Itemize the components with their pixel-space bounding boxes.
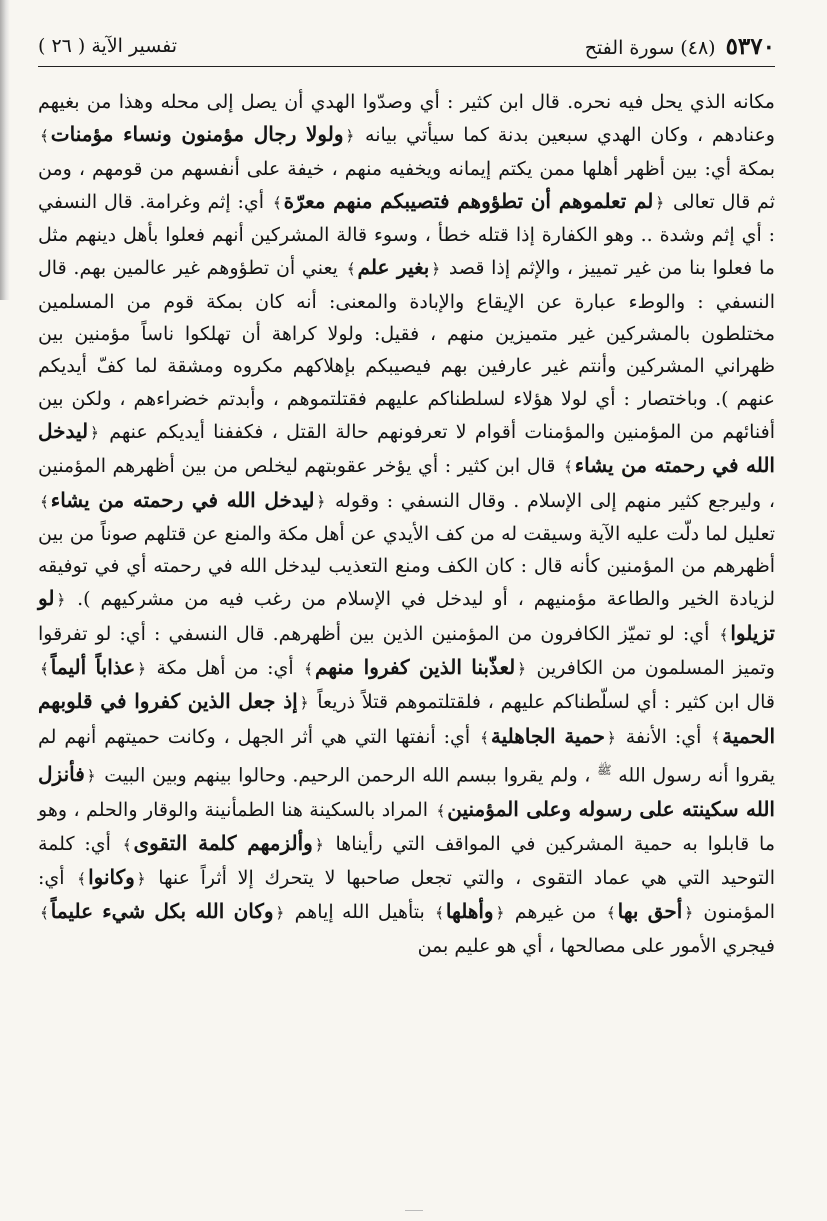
ornate-bracket-close: ﴾ xyxy=(272,193,282,212)
quran-text: ليدخل الله في رحمته من يشاء xyxy=(38,418,775,478)
ornate-bracket-open: ﴿ xyxy=(345,127,355,146)
quran-quote xyxy=(38,122,356,146)
header-rule xyxy=(38,66,775,67)
ornate-bracket-close: ﴾ xyxy=(436,801,446,820)
page-body xyxy=(38,86,775,962)
body-text: تعليل لما دلّت عليه الآية وسيقت له من كف الأيدي عن أهل مكة والمنع عن قتلهم صوناً من بين أظهرهم من المؤمنين كأنه قال : كان الكف ومنع التعذيب ليدخل الله في رحمته أي في توفيقه لزيادة الخير والطاعة مؤمنيهم ، أو ليدخل في الإسلام من رغب فيه من مشركيهم ). xyxy=(38,522,775,611)
ornate-bracket-close: ﴾ xyxy=(719,625,729,644)
ornate-bracket-close: ﴾ xyxy=(480,728,489,747)
ornate-bracket-close: ﴾ xyxy=(563,458,573,477)
quran-quote xyxy=(302,655,528,679)
quran-text: حمية الجاهلية xyxy=(490,723,606,748)
quran-quote xyxy=(478,724,618,748)
quran-text: وكان الله بكل شيء عليماً xyxy=(50,899,274,924)
body-paragraph xyxy=(38,86,775,962)
quran-text: فأنزل الله سكينته على رسوله وعلى المؤمنين xyxy=(38,762,775,821)
quran-text: وأهلها xyxy=(445,899,494,924)
ornate-bracket-open: ﴿ xyxy=(517,660,527,679)
ornate-bracket-close: ﴾ xyxy=(77,870,87,889)
body-text: بمكة أي: بين أظهر أهلها ممن يكتم إيمانه ويخفيه منهم ، خيفة على أنفسهم من قومهم ، ومن ثم قال تعالى xyxy=(38,157,775,213)
ornate-bracket-open: ﴿ xyxy=(86,767,96,786)
ornate-bracket-open: ﴿ xyxy=(90,423,99,442)
ornate-bracket-open: ﴿ xyxy=(137,660,146,679)
ornate-bracket-open: ﴿ xyxy=(684,904,694,923)
body-text: أي: الأنفة xyxy=(617,725,702,748)
quran-quote xyxy=(605,899,695,923)
ornate-bracket-close: ﴾ xyxy=(711,728,721,747)
body-text: قال ابن كثير : أي يؤخر عقوبتهم ليخلص من بين أظهرهم المؤمنين ، وليرجع كثير منهم إلى الإسلام . وقال النسفي : وقوله xyxy=(38,455,775,512)
ornate-bracket-close: ﴾ xyxy=(346,260,356,279)
ornate-bracket-close: ﴾ xyxy=(606,904,616,923)
quran-text: بغير علم xyxy=(357,255,430,280)
ornate-bracket-open: ﴿ xyxy=(136,870,146,889)
body-text: أي: المؤمنون xyxy=(38,867,775,924)
ornate-bracket-open: ﴿ xyxy=(316,492,326,511)
body-text: أي: لو تميّز الكافرون من المؤمنين الذين بين أظهرهم. قال النسفي : أي: لو تفرقوا وتميز المسلمون من الكافرين xyxy=(38,622,775,680)
body-text: بتأهيل الله إياهم xyxy=(286,901,425,924)
body-text: أي: من أهل مكة xyxy=(148,657,294,680)
body-text: ، ولم يقروا ببسم الله الرحمن الرحيم. وحالوا بينهم وبين البيت xyxy=(97,764,591,787)
quran-quote xyxy=(433,899,506,923)
quran-text: وألزمهم كلمة التقوى xyxy=(133,830,313,855)
quran-text: وكانوا xyxy=(88,865,135,890)
quran-quote xyxy=(345,255,442,279)
ornate-bracket-open: ﴿ xyxy=(299,694,309,713)
body-text: قال ابن كثير : أي لسلّطناكم عليهم ، فلقتلتموهم قتلاً ذريعاً xyxy=(310,691,775,714)
page-header xyxy=(38,26,775,66)
quran-quote xyxy=(121,831,326,855)
ornate-bracket-close: ﴾ xyxy=(40,904,49,923)
ornate-bracket-close: ﴾ xyxy=(40,127,49,146)
quran-quote xyxy=(38,655,148,679)
page-number: ٥٣٧٠ xyxy=(725,32,775,60)
quran-text: ولولا رجال مؤمنون ونساء مؤمنات xyxy=(50,122,344,147)
quran-text: لعذّبنا الذين كفروا منهم xyxy=(314,655,516,680)
chapter-title: (٤٨) سورة الفتح xyxy=(584,36,716,59)
ornate-bracket-close: ﴾ xyxy=(40,660,49,679)
header-right xyxy=(585,33,775,60)
ornate-bracket-open: ﴿ xyxy=(607,728,616,747)
body-text: أي: إثم وغرامة. قال النسفي : أي إثم وشدة .. وهو الكفارة إذا قتله خطأ ، وسوء قالة المشركين أنهم فعلوا بأهل دينهم مثل ما فعلوا بنا من غير تمييز ، والإثم إذا قصد xyxy=(38,190,775,280)
page-bottom-mark xyxy=(405,1210,423,1217)
quran-text: لم تعلموهم أن تطؤوهم فتصيبكم منهم معرّة xyxy=(283,188,654,213)
quran-text: أحق بها xyxy=(617,899,683,924)
ornate-bracket-open: ﴿ xyxy=(56,591,66,610)
ornate-bracket-close: ﴾ xyxy=(435,904,444,923)
ornate-bracket-open: ﴿ xyxy=(314,835,324,854)
quran-quote xyxy=(38,899,286,923)
ornate-bracket-close: ﴾ xyxy=(122,835,132,854)
ornate-bracket-close: ﴾ xyxy=(304,660,313,679)
body-text: المراد بالسكينة هنا الطمأنينة والوقار والحلم ، وهو ما قابلوا به حمية المشركين في المواقف التي رأيناها xyxy=(38,798,775,855)
quran-text: ليدخل الله في رحمته من يشاء xyxy=(50,487,315,512)
ornate-bracket-open: ﴿ xyxy=(655,193,665,212)
ornate-bracket-close: ﴾ xyxy=(40,492,49,511)
quran-quote xyxy=(75,865,147,889)
ornate-bracket-open: ﴿ xyxy=(431,260,441,279)
quran-text: إذ جعل الذين كفروا في قلوبهم الحمية xyxy=(38,689,776,748)
body-text: مكانه الذي يحل فيه نحره. قال ابن كثير : أي وصدّوا الهدي أن يصل إلى محله وهذا من بغيهم وعنادهم ، وكان الهدي سبعين بدنة كما سيأتي بيانه xyxy=(38,91,775,147)
body-text: فيجري الأمور على مصالحها ، أي هو عليم بمن xyxy=(417,934,775,957)
quran-quote xyxy=(271,189,666,213)
body-text: أي: أنفتها التي هي أثر الجهل ، وكانت حميتهم أنهم لم يقروا أنه رسول الله xyxy=(38,725,775,787)
ornate-bracket-open: ﴿ xyxy=(275,904,285,923)
quran-quote xyxy=(38,488,327,512)
ornate-bracket-open: ﴿ xyxy=(495,904,505,923)
page-binding-edge xyxy=(0,0,10,300)
pbuh-glyph: ﷺ xyxy=(597,762,612,777)
quran-text: عذاباً أليماً xyxy=(50,655,136,680)
body-text: يعني أن تطؤوهم غير عالمين بهم. قال النسفي : والوطء عبارة عن الإيقاع والإبادة والمعنى: أنه كان بمكة قوم من المسلمين مختلطون بالمشركين غير متميزين منهم ، فقيل: ولولا كراهة أن تهلكوا ناساً مؤمنين بين ظهراني المشركين وأنتم غير عارفين بهم فيصيبكم بإهلاكهم مكروه ومشقة لما كفّ أيديكم عنهم ). وباختصار : أي لولا هؤلاء لسلطناكم عليهم فقتلتموهم ، وأبدتم خضراءهم ، ولكن بين أفنائهم من المؤمنين والمؤمنات أقوام لا تعرفونهم حالة القتل ، فكففنا أيديكم عنهم xyxy=(38,257,775,443)
body-text: من غيرهم xyxy=(506,901,597,924)
body-text: أي: كلمة التوحيد التي هي عماد التقوى ، والتي تجعل صاحبها لا يتحرك إلا أثراً عنها xyxy=(38,832,775,890)
section-title: تفسير الآية ( ٢٦ ) xyxy=(38,35,178,57)
quran-text: لو تزيلوا xyxy=(38,586,775,645)
